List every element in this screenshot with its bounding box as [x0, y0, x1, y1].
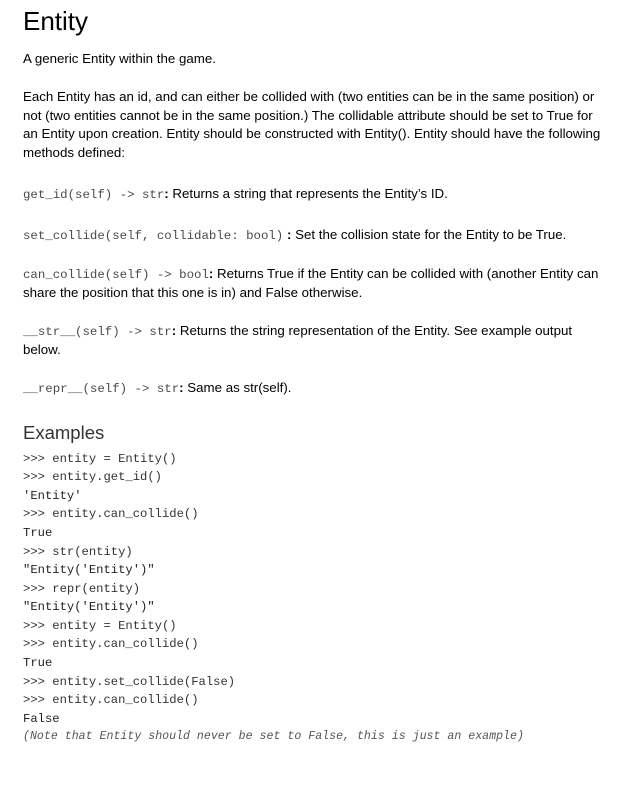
example-line: >>> repr(entity): [23, 581, 141, 596]
method-signature: __repr__(self) -> str: [23, 381, 180, 396]
intro-text: A generic Entity within the game.: [23, 51, 216, 66]
method-description: Returns a string that represents the Entity’s ID.: [172, 186, 448, 202]
method-description: Returns True if the Entity can be collided with (another Entity can share the position that this one is in) and False otherwise.: [23, 265, 599, 301]
example-output: 'Entity': [23, 488, 82, 503]
example-line: >>> entity = Entity(): [23, 618, 177, 633]
method-description: Set the collision state for the Entity to be True.: [295, 226, 567, 242]
example-output: "Entity('Entity')": [23, 600, 155, 615]
examples-heading: Examples: [23, 421, 105, 443]
method-signature: set_collide(self, collidable: bool): [23, 228, 284, 243]
description-paragraph: Each Entity has an id, and can either be collided with (two entities can be in the same position) or not (two entities cannot be in the same position.) The collidable attribute should be set to True for an Entity upon creation. Entity should be constructed with Entity(). Entity should have the following methods defined:: [23, 89, 601, 160]
example-line: >>> entity.can_collide(): [23, 693, 199, 708]
method-description: Same as str(self).: [187, 379, 292, 395]
method-separator: :: [164, 186, 169, 202]
method-signature: can_collide(self) -> bool: [23, 267, 209, 282]
examples-code-block: [23, 450, 603, 748]
example-line: >>> entity.can_collide(): [23, 637, 199, 652]
page-title: Entity: [23, 6, 89, 36]
method-str: [23, 322, 603, 360]
example-output: True: [23, 525, 53, 540]
method-separator: :: [179, 379, 184, 395]
method-separator: :: [208, 265, 214, 281]
method-signature: get_id(self) -> str: [23, 188, 165, 203]
method-description: Returns the string representation of the Entity. See example output below.: [23, 322, 573, 358]
example-output: True: [23, 656, 53, 671]
example-line: >>> entity.set_collide(False): [23, 674, 236, 689]
method-get-id: [23, 185, 603, 205]
method-separator: :: [171, 322, 177, 338]
example-line: >>> str(entity): [23, 544, 133, 559]
document-page: [23, 0, 603, 747]
method-set-collide: [23, 226, 603, 246]
example-note: (Note that Entity should never be set to False, this is just an example): [23, 730, 524, 744]
example-line: >>> entity.can_collide(): [23, 507, 199, 522]
example-line: >>> entity.get_id(): [23, 470, 162, 485]
method-repr: [23, 379, 603, 399]
method-signature: __str__(self) -> str: [23, 324, 172, 339]
method-can-collide: [23, 265, 603, 303]
example-output: False: [23, 711, 60, 726]
example-line: >>> entity = Entity(): [23, 451, 177, 466]
example-output: "Entity('Entity')": [23, 563, 155, 578]
method-separator: :: [286, 226, 292, 242]
